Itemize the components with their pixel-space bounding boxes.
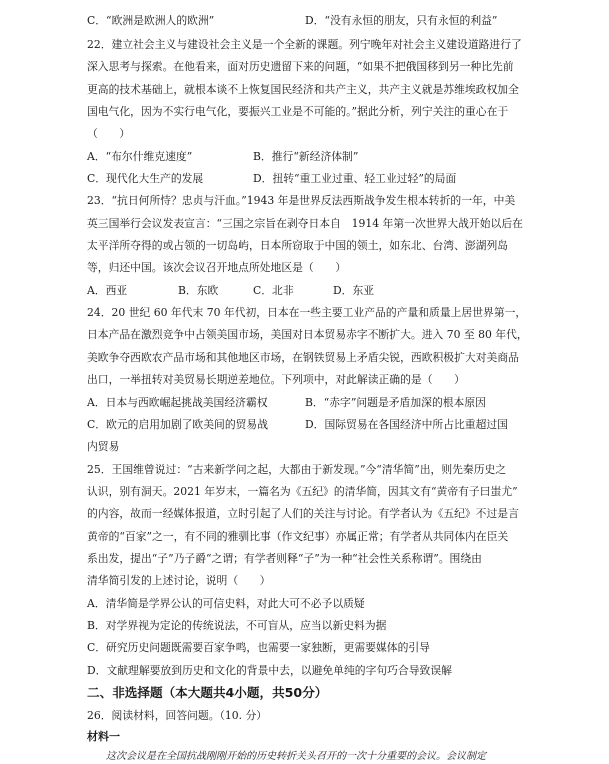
q25-option-c: C．研究历史问题既需要百家争鸣，也需要一家独断，更需要媒体的引导: [87, 641, 430, 654]
q23-stem-line-4: 等，归还中国。该次会议召开地点所处地区是（ ）: [87, 261, 347, 274]
q24-option-d: D．国际贸易在各国经济中所占比重超过国: [305, 418, 508, 431]
q22-stem-line-1: 22．建立社会主义与建设社会主义是一个全新的课题。列宁晚年对社会主义建设道路进行了: [87, 38, 522, 51]
q22-answer-blank: （ ）: [87, 127, 131, 140]
q26-material-line-1: 这次会议是在全国抗战刚刚开始的历史转折关头召开的一次十分重要的会议。会议制定: [106, 751, 486, 762]
q26-stem: 26．阅读材料，回答问题。（10. 分）: [87, 709, 268, 722]
q23-option-c: C．北非: [253, 284, 294, 297]
q22-option-d: D．扭转“重工业过重、轻工业过轻”的局面: [253, 172, 457, 185]
q26-material-label: 材料一: [87, 730, 120, 743]
q23-stem-line-1: 23．“抗日何所恃？忠贞与汗血。”1943 年是世界反法西斯战争发生根本转折的一年，中美: [87, 194, 516, 207]
q23-option-b: B．东欧: [178, 284, 219, 297]
q22-option-a: A．“布尔什维克速度”: [87, 150, 193, 163]
q25-stem-line-5: 系出发，提出“子”乃子爵“之谓；有学者则释“子”为一种“社会性关系称谓”。围绕由: [87, 552, 482, 565]
q25-option-a: A．清华简是学界公认的可信史料，对此大可不必予以质疑: [87, 597, 365, 610]
q25-stem-line-3: 的内容，故而一经媒体报道，立时引起了人们的关注与讨论。有学者认为《五纪》不过是言: [87, 507, 519, 520]
q24-option-c: C．欧元的启用加剧了欧美间的贸易战: [87, 418, 269, 431]
q25-stem-line-2: 认识，别有洞天。2021 年岁末，一篇名为《五纪》的清华简，因其文有“黄帝有子曰蚩尤”: [87, 485, 518, 498]
q21-option-c: C．“欧洲是欧洲人的欧洲”: [87, 14, 215, 27]
q24-option-b: B．“赤字”问题是矛盾加深的根本原因: [305, 396, 486, 409]
q24-option-d-continued: 内贸易: [87, 440, 120, 453]
q24-stem-line-2: 日本产品在激烈竞争中占领美国市场，美国对日本贸易赤字不断扩大。进入 70 至 80 年代，: [87, 328, 528, 341]
q23-option-a: A．西亚: [87, 284, 128, 297]
q24-stem-line-4: 出口，一举扭转对美贸易长期逆差地位。下列项中，对此解读正确的是（ ）: [87, 373, 465, 386]
q22-option-c: C．现代化大生产的发展: [87, 172, 204, 185]
q22-stem-line-2: 深入思考与探索。在他看来，面对历史遗留下来的问题，“如果不把俄国移到另一种比先前: [87, 60, 514, 73]
q23-stem-line-2: 英三国举行会议发表宣言：“三国之宗旨在剥夺日本自 1914 年第一次世界大战开始以后在: [87, 217, 523, 230]
q21-option-d: D．“没有永恒的朋友，只有永恒的利益”: [305, 14, 498, 27]
q24-option-a: A．日本与西欧崛起挑战美国经济霸权: [87, 396, 268, 409]
q24-stem-line-3: 美欧争夺西欧农产品市场和其他地区市场，在钢铁贸易上矛盾尖锐，西欧积极扩大对美商品: [87, 351, 519, 364]
q23-option-d: D．东亚: [333, 284, 375, 297]
section-title-non-choice: 二、非选择题（本大题共4小题，共50分）: [87, 685, 328, 700]
q25-stem-line-4: 黄帝的“百家”之一，有不同的雅驯比事（作文纪事）亦属正常；有学者从共同体内在臣关: [87, 530, 509, 543]
q23-stem-line-3: 太平洋所夺得的或占领的一切岛屿，日本所窃取于中国的领土，如东北、台湾、澎湖列岛: [87, 239, 509, 252]
q24-stem-line-1: 24．20 世纪 60 年代末 70 年代初，日本在一些主要工业产品的产量和质量上居世界第一，: [87, 306, 527, 319]
q25-stem-line-6: 清华简引发的上述讨论，说明（ ）: [87, 574, 271, 587]
q22-stem-line-4: 国电气化，因为不实行电气化，要振兴工业是不可能的。”据此分析，列宁关注的重心在于: [87, 105, 509, 118]
q22-option-b: B．推行“新经济体制”: [253, 150, 359, 163]
q22-stem-line-3: 更高的技术基础上，就根本谈不上恢复国民经济和共产主义，共产主义就是苏维埃政权加全: [87, 83, 519, 96]
q25-stem-line-1: 25．王国维曾说过：“古来新学问之起，大都由于新发现。”今“清华简”出，则先秦历史之: [87, 463, 507, 476]
q25-option-d: D．文献理解要放到历史和文化的背景中去，以避免单纯的字句巧合导致误解: [87, 664, 452, 677]
q25-option-b: B．对学界视为定论的传统说法，不可盲从，应当以新史料为据: [87, 619, 387, 632]
